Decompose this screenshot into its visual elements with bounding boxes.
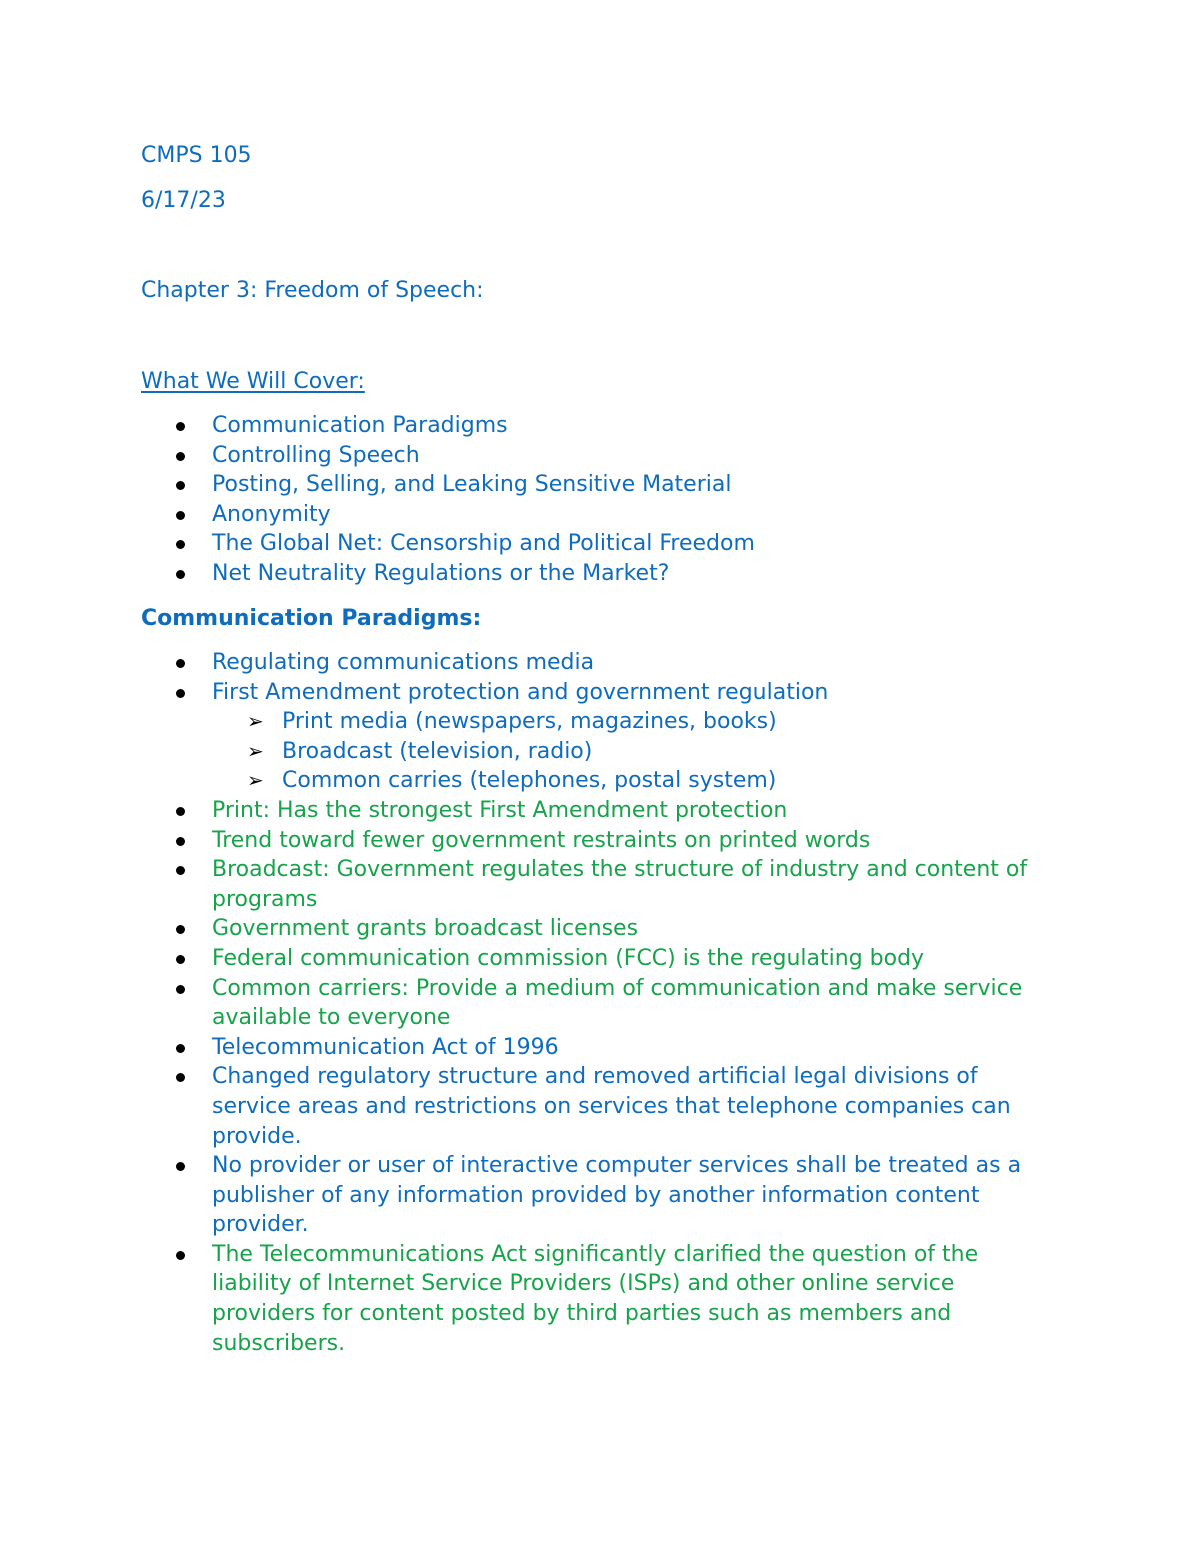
list-item: [141, 944, 1071, 974]
arrow-bullet-icon: ➢: [247, 709, 264, 734]
list-item-text: Anonymity: [212, 501, 331, 527]
list-item-text: Common carries (telephones, postal system): [282, 768, 777, 794]
list-item-text: First Amendment protection and government regulation: [212, 679, 829, 705]
list-item-text: Common carriers: Provide a medium of communication and make service available to everyone: [212, 975, 1023, 1031]
list-item-text: Posting, Selling, and Leaking Sensitive Material: [212, 472, 732, 498]
list-item-text: Trend toward fewer government restraints on printed words: [212, 827, 871, 853]
list-item: [141, 1062, 1071, 1151]
cover-list: [141, 411, 1041, 589]
list-item: [141, 559, 1041, 589]
list-item-text: Broadcast: Government regulates the structure of industry and content of programs: [212, 857, 1028, 912]
course-code: CMPS 105: [141, 143, 252, 168]
arrow-bullet-icon: ➢: [247, 768, 264, 793]
list-item: [141, 678, 1071, 708]
list-item-text: Changed regulatory structure and removed artificial legal divisions of service areas and restrictions on services that telephone companies can provide.: [212, 1064, 1011, 1149]
chapter-title: Chapter 3: Freedom of Speech:: [141, 278, 484, 303]
list-item-text: Net Neutrality Regulations or the Market?: [212, 560, 670, 586]
list-item: [141, 974, 1071, 1033]
list-item-text: Government grants broadcast licenses: [212, 916, 639, 942]
paradigms-heading: Communication Paradigms:: [141, 606, 482, 631]
list-item-text: Regulating communications media: [212, 650, 595, 675]
list-item: [141, 411, 1041, 441]
list-item: [141, 441, 1041, 471]
paradigms-list: [141, 648, 1071, 1358]
arrow-bullet-icon: ➢: [247, 738, 264, 763]
list-item: [141, 1240, 1071, 1358]
list-item: [141, 914, 1071, 944]
list-item-text: Print: Has the strongest First Amendment protection: [212, 797, 788, 823]
list-item: [141, 707, 1071, 737]
list-item: [141, 737, 1071, 767]
list-item: [141, 766, 1071, 796]
list-item-text: No provider or user of interactive computer services shall be treated as a publisher of any information provided by another information content provider.: [212, 1153, 1022, 1238]
list-item-text: Print media (newspapers, magazines, books): [282, 709, 777, 735]
cover-heading: What We Will Cover:: [141, 369, 365, 394]
note-date: 6/17/23: [141, 188, 226, 213]
list-item: [141, 529, 1041, 559]
list-item: [141, 1033, 1071, 1063]
list-item: [141, 470, 1041, 500]
list-item-text: Telecommunication Act of 1996: [212, 1034, 559, 1060]
list-item: [141, 796, 1071, 826]
list-item-text: Broadcast (television, radio): [282, 738, 593, 764]
list-item-text: The Global Net: Censorship and Political Freedom: [212, 531, 755, 557]
list-item: [141, 500, 1041, 530]
list-item: [141, 826, 1071, 856]
list-item: [141, 855, 1071, 914]
list-item-text: Controlling Speech: [212, 442, 420, 468]
list-item: [141, 648, 1071, 678]
list-item-text: Federal communication commission (FCC) is the regulating body: [212, 945, 925, 971]
list-item: [141, 1151, 1071, 1240]
list-item-text: Communication Paradigms: [212, 413, 508, 438]
list-item-text: The Telecommunications Act significantly clarified the question of the liability of Internet Service Providers (ISPs) and other online service providers for content posted by third parties such as members and subscribers.: [212, 1241, 979, 1356]
